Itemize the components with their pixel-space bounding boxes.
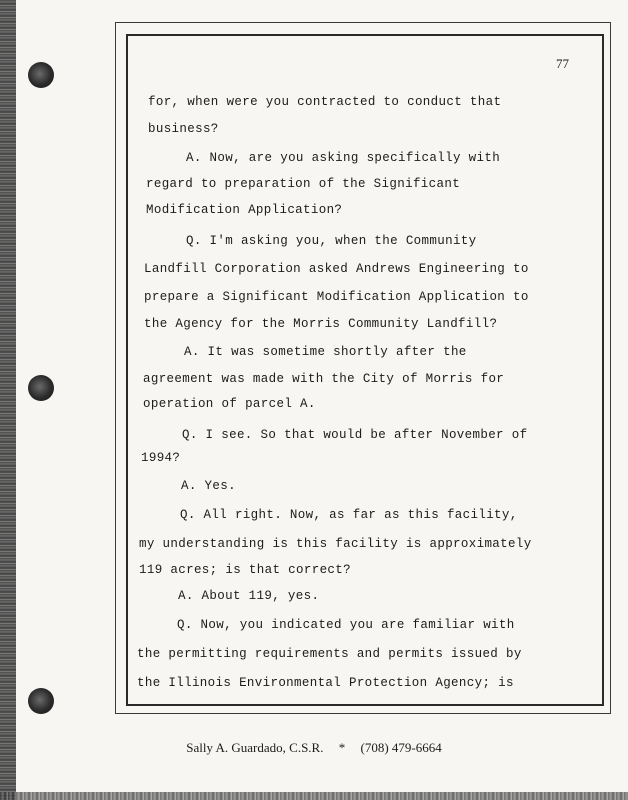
transcript-line: 119 acres; is that correct? — [139, 563, 351, 577]
reporter-name: Sally A. Guardado, C.S.R. — [186, 740, 324, 755]
transcript-line: for, when were you contracted to conduct that — [148, 95, 502, 109]
transcript-line: Landfill Corporation asked Andrews Engineering to — [144, 262, 529, 276]
transcript-line: 1994? — [141, 451, 181, 465]
transcript-line: A. Now, are you asking specifically with — [186, 151, 501, 165]
punch-hole-bottom — [28, 688, 54, 714]
scan-bottom-edge — [0, 792, 628, 800]
scan-left-edge — [0, 0, 16, 800]
transcript-line: Q. I see. So that would be after November of — [182, 428, 528, 442]
transcript-line: Modification Application? — [146, 203, 343, 217]
punch-hole-top — [28, 62, 54, 88]
transcript-line: regard to preparation of the Significant — [146, 177, 461, 191]
transcript-line: the Agency for the Morris Community Landfill? — [144, 317, 498, 331]
reporter-footer — [0, 740, 628, 756]
footer-separator: * — [338, 740, 346, 755]
transcript-line: Q. All right. Now, as far as this facility, — [180, 508, 518, 522]
transcript-line: A. Yes. — [181, 479, 236, 493]
transcript-line: A. It was sometime shortly after the — [184, 345, 467, 359]
transcript-line: my understanding is this facility is approximately — [139, 537, 532, 551]
transcript-line: Q. Now, you indicated you are familiar with — [177, 618, 515, 632]
transcript-line: prepare a Significant Modification Application to — [144, 290, 529, 304]
punch-hole-middle — [28, 375, 54, 401]
transcript-line: A. About 119, yes. — [178, 589, 320, 603]
transcript-line: the Illinois Environmental Protection Agency; is — [137, 676, 514, 690]
reporter-phone: (708) 479-6664 — [360, 740, 442, 755]
transcript-line: operation of parcel A. — [143, 397, 316, 411]
transcript-line: Q. I'm asking you, when the Community — [186, 234, 477, 248]
page-number: 77 — [556, 56, 569, 71]
transcript-line: agreement was made with the City of Morris for — [143, 372, 505, 386]
transcript-line: business? — [148, 122, 219, 136]
transcript-line: the permitting requirements and permits issued by — [137, 647, 522, 661]
